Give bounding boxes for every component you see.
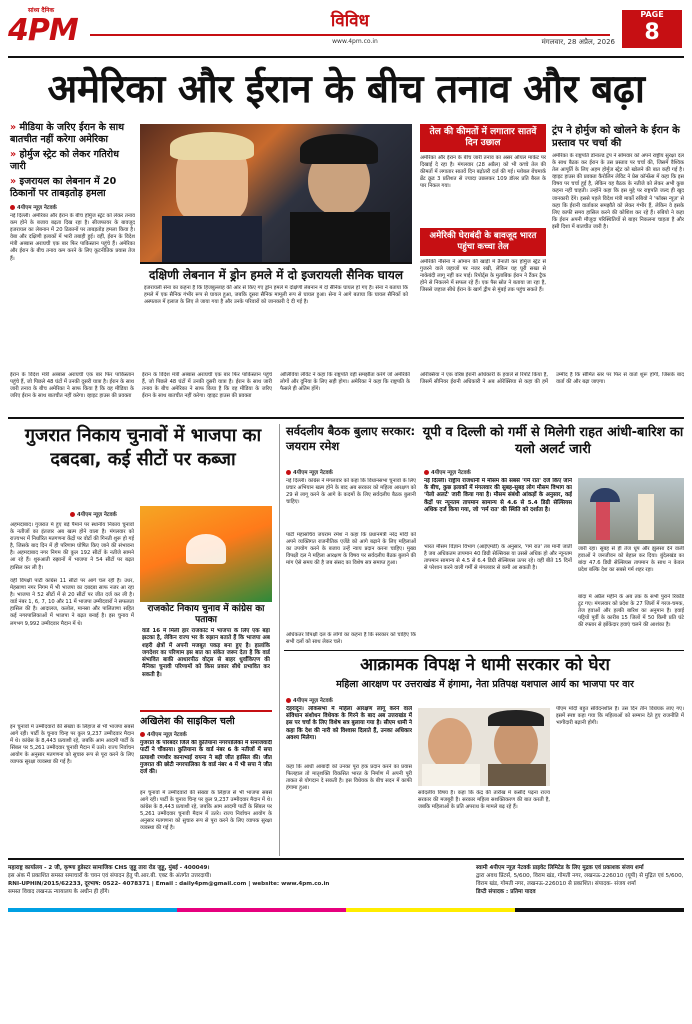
oil-head: तेल की कीमतों में लगातार सातवें दिन उछाल bbox=[420, 124, 546, 152]
akhilesh-box bbox=[140, 710, 272, 792]
color-strip bbox=[8, 908, 684, 912]
masthead bbox=[0, 0, 692, 58]
lotus-flag-icon bbox=[186, 534, 226, 564]
meeting-body: नई दिल्ली। कांग्रेस ने मंगलवार को कहा कि विधानसभा चुनावों के लिए प्रचार अभियान खत्म होने के बाद अब सरकार को महिला आरक्षण को 29 से लागू करने के आगे के कदमों के लिए सर्वदलीय बैठक बुलानी चाहिए। bbox=[286, 478, 416, 506]
section-title: विविध bbox=[330, 11, 370, 31]
contact-line: RNI-UPHIN/2015/62233, दूरभाष: 0522- 4078371 | Email : daily4pm@gmail.com | website: www.4pm.co.in bbox=[8, 881, 330, 887]
gujarat-photo-body: वार्ड 16 में मिली हार राजकोट में भाजपा के लिए एक बड़ा झटका है, लेकिन राज्य भर के रुझान बताते हैं कि भाजपा अब शहरी क्षेत्रों में अपनी मजबूत पकड़ बना हुए है। हालांकि जगदेशर का परिणाम इस बात का संकेत जरूर देता है कि वार्ड संभावित बाकी आधारपीठ वोट्स से बाहर धुर्वांकिएण की मैनिका चुनावी परिणामों को किस प्रकार सीधे प्रभावित कर सकती है। bbox=[142, 628, 270, 678]
footer-right bbox=[476, 864, 684, 896]
logo-text: 4PM bbox=[8, 13, 78, 48]
deputy-editor: डिप्टी संपादक : प्रतिमा यादव bbox=[476, 889, 536, 895]
akhilesh-head: अखिलेश की साइकिल चली bbox=[140, 716, 235, 727]
bullet-item: » मीडिया के जरिए ईरान के साथ बातचीत नहीं करेगा अमेरिका bbox=[10, 122, 125, 145]
gujarat-photo bbox=[140, 506, 272, 602]
page-number: 8 bbox=[644, 20, 660, 45]
weather-lead-body: नई दिल्ली। राष्ट्रीय राजधानी में मौसम की सबसे 'गर्म रात' दर्ज किए जाने के बीच, कुछ इलाकों में मंगलवार की सुबह-सुबह लोग मौसम विभाग का 'येलो अलर्ट' जारी किया गया है। मौसम संबंधी आंकड़ों के अनुसार, कई केंद्रों पर न्यूनतम तापमान सामान्य से 4.6 से 5.4 डिग्री सेल्सियस अधिक दर्ज किया गया, जो 'गर्म रात' की स्थिति को दर्शाता है। bbox=[424, 478, 572, 513]
weather-body: बांदा में अप्रैल महीने के अब तक के सभी पुराने रिकॉर्ड टूट गए। मंगलवार को प्रदेश के 27 जिलों में गरज-चमक, तेज हवाओं और हल्की बारिश का अनुमान है। हवाई पट्टियों पूर्वी के कारीब 15 जिलों में 50 किमी प्रति घंटे की रफ्तार से झोंकेदार हवाएं चलने की आशंका है। bbox=[578, 594, 684, 629]
meeting-head: सर्वदलीय बैठक बुलाए सरकार: जयराम रमेश bbox=[286, 424, 416, 453]
oil-sub-head: अमेरिकी घेराबंदी के बावजूद भारत पहुंचा कच्चा तेल bbox=[420, 228, 546, 256]
issue-date: मंगलवार, 28 अप्रैल, 2026 bbox=[541, 38, 615, 46]
trump-body-continued: ओरेक्सिया ने एक वरिष्ठ ईरानी अधिकारी के हवाले से रिपोर्ट किया है, जिसमें सीनियर ईरानी अधिकारी ने अब ओरेक्सिया से कहा की हमें उम्मीद है कि सीमित स्तर पर फिर से वार्ता शुरू होगी, जिसके बाद वार्ता की और बढ़ा जाएगा। bbox=[420, 372, 684, 386]
oil-sub-body: अमेरिकी नौसेना ने ओमान की खाड़ी में तैनाती कर होर्मुज स्ट्रेट से गुजरने वाले जहाजों पर नजर रखी, लेकिन यह घूरी सख्त से नाकेबंदी लागू नहीं कर पाई। रिपोर्ट्स के मुताबिक ईरान ने टैंकर ट्रैक होने से निकलने में सफल रहे हैं। एक पैस स्रोत ने बताया जा रहा है, जिससे जहाज सीधे ईरान के खार्ग द्वीप से मुंबई तक पहुंच सकते हैं। bbox=[420, 259, 546, 294]
oil-body: अमेरिका और ईरान के बीच जारी तनाव का असर ऑयल मार्केट पर दिखाई दे रहा है। मंगलवार (28 अप्रैल) को भी कच्चे तेल की कीमतों में लगातार सातवें दिन बढ़ोतरी दर्ज की गई। ग्लोबल बेंचमार्क ब्रेंट क्रूड 3 प्रतिशत से ज्यादा उछलकर 109 डॉलर प्रति बैरल के पार निकल गया। bbox=[420, 155, 546, 190]
meeting-body: पार्टी महासचिव जयराम रमेश ने कहा कि प्रधानमंत्री नरेंद्र मोदी को अपने व्यक्तिगत राजनीतिक एजेंडे को आगे बढ़ाने के लिए महिलाओं का उपयोग करने के बजाय उन्हें न्याय प्रदान करना चाहिए। मुख्य विपक्षी दल ने महिला आरक्षण के विषय पर सर्वदलीय बैठक बुलाने की मांग ऐसे समय की है जब संसद का विशेष सत्र समाप्त हुआ। bbox=[286, 532, 416, 567]
logo-tagline: सांध्य दैनिक bbox=[28, 7, 55, 14]
gujarat-body: इन चुनावों में उम्मीदवारों की संख्या के लिहाज से भी भाजपा सबसे आगे रही। पार्टी के चुनाव चिन्ह पर कुल 9,237 उम्मीदवार मैदान में थे। कांग्रेस के 8,443 प्रत्याशी रहे, जबकि आम आदमी पार्टी के सिंबल पर 5,261 उम्मीदवार चुनावी मैदान में उतरे। राज्य निर्वाचन आयोग के अनुसार मतगणना को सुचारु रूप से पूरा करने के लिए व्यापक सुरक्षा व्यवस्था की गई है। bbox=[10, 724, 134, 766]
website-label: www.4pm.co.in bbox=[332, 38, 378, 45]
photo-caption bbox=[140, 262, 412, 358]
gujarat-head: गुजरात निकाय चुनावों में भाजपा का दबदबा, कई सीटों पर कब्जा bbox=[24, 425, 262, 470]
gujarat-body: इन चुनावों में उम्मीदवारों की संख्या के लिहाज से भी भाजपा सबसे आगे रही। पार्टी के चुनाव चिन्ह पर कुल 9,237 उम्मीदवार मैदान में थे। कांग्रेस के 8,443 प्रत्याशी रहे, जबकि आम आदमी पार्टी के सिंबल पर 5,261 उम्मीदवार चुनावी मैदान में उतरे। राज्य निर्वाचन आयोग के अनुसार मतगणना को सुचारु रूप से पूरा करने के लिए व्यापक सुरक्षा व्यवस्था की गई है। bbox=[140, 790, 272, 832]
lead-body-continued: ओलिविया लेविट ने कहा कि राष्ट्रपति वही समझौता करेंगे जो अमेरिकी लोगों और दुनिया के लिए सही होगा। अमेरिका ने कहा कि राष्ट्रपति के फैसले ही अंतिम होंगे। bbox=[280, 372, 410, 393]
page-badge bbox=[622, 10, 682, 48]
photo-caption-body: इजरायली सेना का कहना है कि हिजबुल्लाह की ओर से किए गए ड्रोन हमले में दक्षिणी लेबनान में दो सैनिक घायल हो गए हैं। सेना ने बताया कि हमले में एक सैनिक गंभीर रूप से घायल हुआ, जबकि दूसरा सैनिक मामूली रूप से घायल हुआ। सेना ने आगे बताया कि घायल सैनिकों को अस्पताल में इलाज के लिए ले जाया गया है और उनके परिवारों को जानकारी दे दी गई है। bbox=[144, 285, 408, 306]
prb-note: इस अंक में प्रकाशित समस्त समाचारों के चयन एवं संपादन हेतु पी.आर.बी. एक्ट के अंतर्गत उत्तरदायी। bbox=[8, 873, 212, 879]
lead-bullets bbox=[10, 122, 135, 311]
byline: 4पीएम न्यूज़ नेटवर्क bbox=[147, 732, 187, 738]
byline: 4पीएम न्यूज़ नेटवर्क bbox=[293, 470, 333, 476]
office-address: महाराष्ट्र कार्यालय - 2 जी, कृष्णा हुडेस्टर सामाजिक CHS जुहू तारा रोड जुहू, मुंबई - 400049। bbox=[8, 865, 210, 871]
trump-body: अमेरिका के राष्ट्रपति डोनाल्ड ट्रंप ने सोमवार को अपने राष्ट्रीय सुरक्षा दल के साथ बैठक कर ईरान के उस प्रस्ताव पर चर्चा की, जिसमें वैश्विक तेल आपूर्ति के लिए अहम होर्मुज स्ट्रेट को खोलने की बात कही गई है। व्हाइट हाउस की प्रवक्ता कैरोलिन लेविट ने प्रेस कॉन्फ्रेंस में कहा कि इस विषय पर चर्चा हुई है, लेकिन यह बैठक के नतीजे को लेकर अभी कुछ कहना नहीं चाहती। उन्होंने कहा कि इस मुद्दे पर राष्ट्रपति जल्द ही खुद जानकारी देंगे। इससे पहले विदेश मंत्री मार्को रुबियो ने 'फॉक्स न्यूज़' से कहा कि ईरानी वार्ताकार समझौते को लेकर गंभीर हैं, लेकिन वे इसके लिए काफी समय हासिल करने की कोशिश कर रहे हैं। रुबियो ने कहा कि ईरान अपनी मौजूदा परिस्थितियों से बाहर निकलना चाहता है और इसी दिशा में बातचीत जारी है। bbox=[552, 153, 684, 230]
oil-column bbox=[420, 124, 546, 343]
printer-line: द्वारा अवध प्रिंटर्स, 5/600, विराम खंड, गोमती नगर, लखनऊ-226010 (यूपी) से मुद्रित एवं 5/600, विराम खंड, गोमती नगर, लखनऊ-226010 से प्रकाशित। संपादक- संजय शर्मा bbox=[476, 873, 684, 887]
akhilesh-body: गुजरात के पोरबंदर जिले की कुतियाना नगरपालिका में समाजवादी पार्टी ने चौंकाया। कुतियाना के वार्ड नंबर 6 के नतीजों में सपा प्रत्याशी रणधीर कानाभाई रायना ने बड़ी जीत हासिल की। जीत गुजरात की छोटी नगरपालिका के वार्ड नंबर 4 में भी सपा ने जीत दर्ज की। bbox=[140, 740, 272, 776]
dhami-body: पीएम मोदी बहुत संविदनशील है। उस दिन तीन विधेयक लाए गए। इसमें स्पष्ट कहा गया कि महिलाओं को सम्मान देते हुए राजनीति में भागीदारी बढ़ानी होगी। bbox=[556, 706, 684, 727]
weather-body: जारी रहा। सुबह से ही तेज धूप और झुलसा देने वाली हवाओं ने जनजीवन को बेहाल कर दिया। बुंदेलखंड का बांदा 47.6 डिग्री सेल्सियस तापमान के साथ न केवल प्रदेश बल्कि देश का सबसे गर्म शहर रहा। bbox=[578, 546, 684, 574]
publisher-line: स्वामी 4पीएम न्यूज़ नेटवर्क प्राइवेट लिमिटेड के लिए मुद्रक एवं प्रकाशक संजय शर्मा bbox=[476, 865, 644, 871]
logo bbox=[8, 6, 78, 50]
weather-body: भारत मौसम विज्ञान विभाग (आईएमडी) के अनुसार, 'गर्म रात' तब मानी जाती है जब अधिकतम तापमान 40 डिग्री सेल्सियस या उससे अधिक हो और न्यूनतम तापमान सामान्य से 4.5 से 6.4 डिग्री सेल्सियस ऊपर रहे। वहीं बीते 15 दिनों से परेशान करने वाली गर्मी से मंगलवार से कमी आ सकती है। bbox=[424, 544, 572, 572]
meeting-body: अधिकतर विपक्षी दल के लोगों का कहना है कि सरकार को चाहिए कि सभी दलों को साथ लेकर चले। bbox=[286, 632, 416, 646]
bullet-item: » इजरायल का लेबनान में 20 ठिकानों पर ताबड़तोड़ हमला bbox=[10, 176, 117, 199]
jurisdiction-note: समस्त विवाद लखनऊ न्यायालय के अधीन ही होंगे। bbox=[8, 889, 110, 895]
lead-body: नई दिल्ली। अमेरिका और ईरान के बीच होर्मुज स्ट्रेट को लेकर तनाव कम होने के बजाय बढ़ता दिख रहा है। सीजफायर के बावजूद इजरायल का लेबनान में 20 ठिकानों पर ताबड़तोड़ हमला किया है। वेबा और दक्षिणी इलाकों में भारी तबाही हुई। वहीं, ईरान के विदेश मंत्री अब्बास अराघची एक बार फिर पाकिस्तान पहुंचे हैं। अमेरिका और ईरान के बीच तनाव कम करने के लिए कूटनीतिक प्रयास तेज हैं। bbox=[10, 213, 135, 262]
weather-photo bbox=[578, 478, 684, 544]
byline: 4पीएम न्यूज़ नेटवर्क bbox=[77, 512, 117, 518]
byline: 4पीएम न्यूज़ नेटवर्क bbox=[293, 698, 333, 704]
dhami-body: सर्वदलीय विषय है। कहा कि केंद्र की तारीख में कसीदे पढ़ना राज्य सरकार की मजबूरी है। सरकार महिला सशक्तिकरण की बात करती है, जबकि महिलाओं के प्रति अपराध के मामले बढ़ रहे हैं। bbox=[418, 790, 550, 811]
dhami-body: कहा कि आधी आबादी को उनका पूरा हक प्रदान करने का प्रयास फिलहाल तो मातृशक्ति विकसित भारत के निर्माण में अपनी पूरी ताकत से योगदान दे सकती है। इस विधेयक के बीच सदन में काफी हंगामा हुआ। bbox=[286, 764, 412, 792]
page-label: PAGE bbox=[640, 10, 664, 19]
dhami-head: आक्रामक विपक्ष ने धामी सरकार को घेरा bbox=[360, 655, 610, 675]
lead-body-continued: ईरान के विदेश मंत्री अब्बास अराघची एक बार फिर पाकिस्तान पहुंचे हैं, जो पिछले 48 घंटों में उनकी दूसरी यात्रा है। ईरान के साथ जारी तनाव के बीच अमेरिका ने साफ किया है कि वह मीडिया के जरिए ईरान के साथ बातचीत नहीं करेगा। व्हाइट हाउस की प्रवक्ता bbox=[10, 372, 134, 400]
dhami-subhead: महिला आरक्षण पर उत्तराखंड में हंगामा, नेता प्रतिपक्ष यशपाल आर्य का भाजपा पर वार bbox=[336, 679, 634, 690]
gujarat-body: वहीं विपक्षी पार्टी कांग्रेस 11 सीटों पर आगे चल रही है। उधर, मेहसाणा नगर निगम में भी भाजपा का दबदबा साफ नजर आ रहा है। भाजपा ने 52 सीटों में से 20 सीटों पर जीत दर्ज कर ली है। वार्ड नंबर 1, 6, 7, 10 और 11 में भाजपा उम्मीदवारों ने सफलता हासिल की है। आदालज, कलोल, मानसा और पालिताणा सहित कई नगरपालिकाओं में भाजपा ने बढ़त बनाई है। इस चुनाव में लगभग 9,992 उम्मीदवार मैदान में थे। bbox=[10, 578, 134, 627]
lead-photo bbox=[140, 124, 412, 266]
lead-body-continued: ईरान के विदेश मंत्री अब्बास अराघची एक बार फिर पाकिस्तान पहुंचे हैं, जो पिछले 48 घंटों में उनकी दूसरी यात्रा है। ईरान के साथ जारी तनाव के बीच अमेरिका ने साफ किया है कि वह मीडिया के जरिए ईरान के साथ बातचीत नहीं करेगा। व्हाइट हाउस की प्रवक्ता bbox=[142, 372, 272, 400]
trump-head: ट्रंप ने होर्मुज को खोलने के ईरान के प्रस्ताव पर चर्चा की bbox=[552, 125, 680, 149]
footer-left bbox=[8, 864, 468, 896]
footer bbox=[8, 862, 684, 902]
dhami-lead-body: देहरादून। लोकसभा में महिला आरक्षण लागू करने वाले संविधान संशोधन विधेयक के गिरने के बाद अब उत्तराखंड में इस पर चर्चा के लिए विशेष सत्र बुलाया गया है। सीएम धामी ने कहा कि देश की नारी को विश्वास दिलाते हैं, उनका अधिकार अवश्य मिलेगा। bbox=[286, 706, 412, 741]
dhami-photo bbox=[418, 708, 550, 786]
gujarat-photo-head: राजकोट निकाय चुनाव में कांग्रेस का पताका bbox=[147, 604, 265, 625]
lead-headline: अमेरिका और ईरान के बीच तनाव और बढ़ा bbox=[47, 67, 645, 112]
bullet-item: » होर्मुज स्ट्रेट को लेकर गतिरोध जारी bbox=[10, 149, 119, 172]
umbrella-icon bbox=[590, 488, 620, 502]
leader-portrait-icon bbox=[428, 718, 472, 770]
gujarat-body: अहमदाबाद। गुजरात में हुए बड़े पैमाने पर स्थानीय निकाय चुनावों के नतीजों का इंतजार अब खत्म होने वाला है। मंगलवार को राज्यभर में निर्धारित मतगणना केंद्रों पर वोटों की गिनती शुरू हो गई है, जिसके बाद दिन में ही परिणाम घोषित किए जाने की संभावना है। अहमदाबाद नगर निगम की कुल 192 सीटों के नतीजे सामने आ रहे हैं। शुरुआती रुझानों में भाजपा ने 54 सीटों पर बढ़त हासिल कर ली है। bbox=[10, 522, 134, 571]
trump-column bbox=[552, 124, 684, 353]
byline: 4पीएम न्यूज़ नेटवर्क bbox=[17, 205, 57, 211]
byline: 4पीएम न्यूज़ नेटवर्क bbox=[431, 470, 471, 476]
photo-caption-head: दक्षिणी लेबनान में ड्रोन हमले में दो इजरायली सैनिक घायल bbox=[149, 268, 403, 282]
weather-head: यूपी व दिल्ली को गर्मी से मिलेगी राहत आंधी-बारिश का यलो अलर्ट जारी bbox=[422, 425, 684, 457]
